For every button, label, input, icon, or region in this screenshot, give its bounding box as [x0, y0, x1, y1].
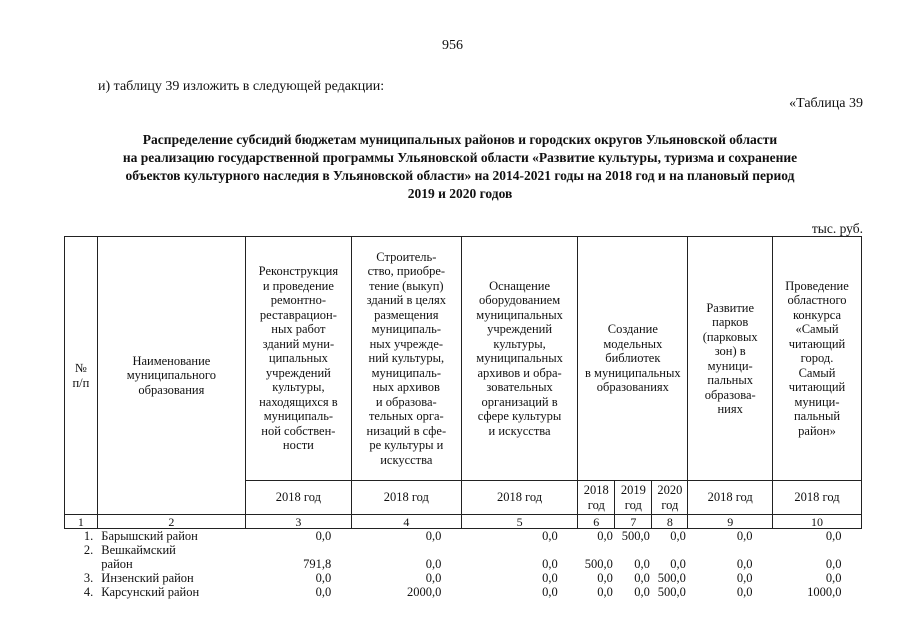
- text-line: Самый: [798, 365, 836, 380]
- text-line: пальный: [793, 409, 841, 424]
- text-line: образованиях: [596, 380, 669, 395]
- cell-value: 791,8: [303, 557, 332, 571]
- text-line: муниципальных: [476, 307, 563, 322]
- text-line: и проведение: [262, 278, 334, 293]
- cell-value: 0,0: [825, 529, 842, 543]
- title-line: на реализацию государственной программы Ульяновской области «Развитие культуры, туризма и сохранение: [122, 150, 798, 165]
- text-line: пальных: [707, 373, 753, 387]
- header-col9: [688, 237, 773, 481]
- cell-value: 0,0: [315, 585, 332, 599]
- table-row: [65, 529, 862, 544]
- text-line: реставрацион-: [259, 307, 337, 322]
- cell-value: 0,0: [315, 571, 332, 585]
- text-line: в муниципальных: [585, 365, 681, 380]
- text-line: муниципаль-: [371, 365, 442, 380]
- cell-value: 500,0: [584, 557, 613, 571]
- header-col6-8: [578, 237, 688, 481]
- cell-value: 0,0: [825, 557, 842, 571]
- text-line: зон) в: [714, 344, 746, 358]
- column-number: 9: [688, 515, 773, 529]
- text-line: Вешкаймский: [101, 543, 176, 557]
- header-name: [97, 237, 245, 515]
- header-col10: [773, 237, 862, 481]
- text-line: ных архивов: [372, 380, 440, 395]
- cell-value: 0,0: [542, 557, 558, 571]
- text-line: размещения: [374, 307, 439, 322]
- subsidy-table: [64, 236, 862, 599]
- text-line: культуры,: [493, 336, 546, 351]
- text-line: 2020: [657, 483, 683, 497]
- row-number: 1.: [83, 529, 94, 543]
- year-col3: 2018 год: [245, 481, 351, 515]
- text-line: организаций в: [481, 394, 558, 409]
- cell-value: 0,0: [315, 529, 332, 543]
- text-line: Карсунский район: [101, 585, 200, 599]
- text-line: муниципальных: [476, 351, 563, 366]
- column-number: 5: [461, 515, 577, 529]
- cell-value: 0,0: [670, 529, 686, 543]
- text-line: ний культуры,: [368, 351, 445, 366]
- cell-value: 0,0: [634, 585, 650, 599]
- cell-value: 0,0: [736, 529, 753, 543]
- text-line: образования: [138, 382, 205, 397]
- text-line: «Самый: [795, 322, 839, 337]
- title-line: Распределение субсидий бюджетам муниципальных районов и городских округов Ульяновской области: [142, 132, 778, 147]
- text-line: ных работ: [271, 322, 326, 337]
- table-row: [65, 571, 862, 585]
- text-line: тельных орга-: [368, 409, 444, 424]
- header-num: [65, 237, 98, 515]
- municipality-name: [97, 571, 245, 585]
- year-col5: 2018 год: [461, 481, 577, 515]
- text-line: год: [661, 497, 679, 512]
- municipality-name: [97, 543, 245, 571]
- municipality-name: [97, 529, 245, 544]
- header-row: [65, 237, 862, 481]
- row-number: 3.: [83, 571, 94, 585]
- text-line: муници-: [794, 394, 840, 409]
- text-line: №: [74, 361, 87, 375]
- text-line: Развитие: [706, 300, 755, 315]
- text-line: п/п: [72, 375, 90, 390]
- intro-text: и) таблицу 39 изложить в следующей редакции:: [98, 79, 385, 94]
- text-line: учреждений: [265, 365, 331, 380]
- units-label: тыс. руб.: [811, 221, 863, 236]
- text-line: зданий в целях: [366, 293, 446, 308]
- cell-value: 0,0: [542, 585, 558, 599]
- column-number: 10: [773, 515, 862, 529]
- table-row: [65, 585, 862, 599]
- cell-value: 0,0: [597, 529, 613, 543]
- text-line: модельных библиотек: [603, 336, 663, 366]
- text-line: сфере культуры: [477, 409, 562, 424]
- text-line: Оснащение: [489, 278, 551, 293]
- cell-value: 1000,0: [807, 585, 842, 599]
- cell-value: 0,0: [542, 571, 558, 585]
- column-number: 3: [245, 515, 351, 529]
- cell-value: 0,0: [736, 557, 753, 571]
- text-line: муниципаль-: [371, 322, 442, 337]
- cell-value: 0,0: [634, 557, 650, 571]
- title-line: 2019 и 2020 годов: [407, 186, 513, 201]
- cell-value: 2000,0: [406, 585, 442, 599]
- text-line: Наименование: [132, 353, 211, 368]
- text-line: Строитель-: [376, 249, 437, 264]
- text-line: оборудованием: [479, 293, 561, 308]
- text-line: областного: [787, 293, 847, 308]
- text-line: муници-: [707, 358, 753, 373]
- text-line: год: [587, 497, 605, 512]
- text-line: Реконструкция: [258, 264, 339, 279]
- table-row: [65, 543, 862, 571]
- cell-value: 0,0: [736, 571, 753, 585]
- text-line: образова-: [704, 387, 756, 402]
- text-line: Проведение: [785, 278, 849, 293]
- cell-value: 0,0: [670, 557, 686, 571]
- column-number: 6: [578, 515, 615, 529]
- text-line: ности: [282, 438, 314, 453]
- column-number-row: [65, 515, 862, 529]
- text-line: низаций в сфе-: [366, 423, 447, 438]
- text-line: ных учрежде-: [369, 336, 444, 351]
- text-line: и образова-: [375, 394, 437, 409]
- text-line: ниях: [717, 402, 743, 416]
- title-line: объектов культурного наследия в Ульяновской области» на 2014-2021 годы на 2018 год и на плановый период: [125, 168, 795, 183]
- column-number: 4: [351, 515, 461, 529]
- cell-value: 0,0: [597, 585, 613, 599]
- cell-value: 0,0: [736, 585, 753, 599]
- column-number: 8: [652, 515, 688, 529]
- header-col3: [245, 237, 351, 481]
- column-number: 2: [97, 515, 245, 529]
- text-line: ство, приобре-: [367, 264, 446, 279]
- text-line: конкурса: [792, 307, 842, 322]
- year-col6: [578, 481, 615, 515]
- text-line: (парковых: [702, 329, 758, 344]
- cell-value: 0,0: [425, 529, 442, 543]
- row-number: 4.: [83, 585, 94, 599]
- text-line: город.: [800, 351, 834, 366]
- cell-value: 500,0: [657, 585, 686, 599]
- text-line: зовательных: [486, 380, 553, 395]
- municipality-name: [97, 585, 245, 599]
- text-line: ре культуры и: [369, 438, 444, 453]
- text-line: Инзенский район: [101, 571, 194, 585]
- text-line: Барышский район: [101, 529, 198, 543]
- header-col5: [461, 237, 577, 481]
- text-line: находящихся в: [259, 394, 338, 409]
- text-line: читающий: [788, 380, 846, 395]
- text-line: культуры,: [272, 380, 325, 395]
- text-line: Создание: [607, 322, 658, 337]
- text-line: ной собствен-: [261, 423, 336, 438]
- table-title: [60, 131, 860, 203]
- cell-value: 0,0: [597, 571, 613, 585]
- row-number: 2.: [83, 543, 94, 557]
- cell-value: 500,0: [657, 571, 686, 585]
- year-col7: [615, 481, 652, 515]
- text-line: и искусства: [488, 423, 551, 438]
- text-line: район: [101, 557, 133, 571]
- table-reference: «Таблица 39: [789, 96, 863, 111]
- text-line: учреждений: [487, 322, 553, 337]
- column-number: 1: [65, 515, 98, 529]
- text-line: 2018: [583, 483, 609, 497]
- text-line: муниципального: [126, 368, 216, 383]
- text-line: муниципаль-: [263, 409, 334, 424]
- text-line: ципальных: [268, 351, 328, 366]
- cell-value: 0,0: [634, 571, 650, 585]
- cell-value: 0,0: [825, 571, 842, 585]
- page-number: 956: [442, 38, 463, 53]
- header-col4: [351, 237, 461, 481]
- year-col10: 2018 год: [773, 481, 862, 515]
- year-col9: 2018 год: [688, 481, 773, 515]
- cell-value: 0,0: [425, 571, 442, 585]
- cell-value: 0,0: [425, 557, 442, 571]
- text-line: год: [624, 497, 642, 512]
- text-line: тение (выкуп): [369, 278, 444, 293]
- text-line: искусства: [380, 452, 433, 467]
- text-line: парков: [712, 315, 749, 329]
- text-line: район»: [798, 423, 836, 438]
- text-line: ремонтно-: [270, 293, 326, 308]
- text-line: 2019: [620, 483, 646, 497]
- text-line: читающий: [788, 336, 846, 351]
- column-number: 7: [615, 515, 652, 529]
- text-line: зданий муни-: [262, 336, 335, 351]
- cell-value: 500,0: [621, 529, 650, 543]
- text-line: архивов и обра-: [477, 365, 562, 380]
- year-col8: [652, 481, 688, 515]
- cell-value: 0,0: [542, 529, 558, 543]
- year-col4: 2018 год: [351, 481, 461, 515]
